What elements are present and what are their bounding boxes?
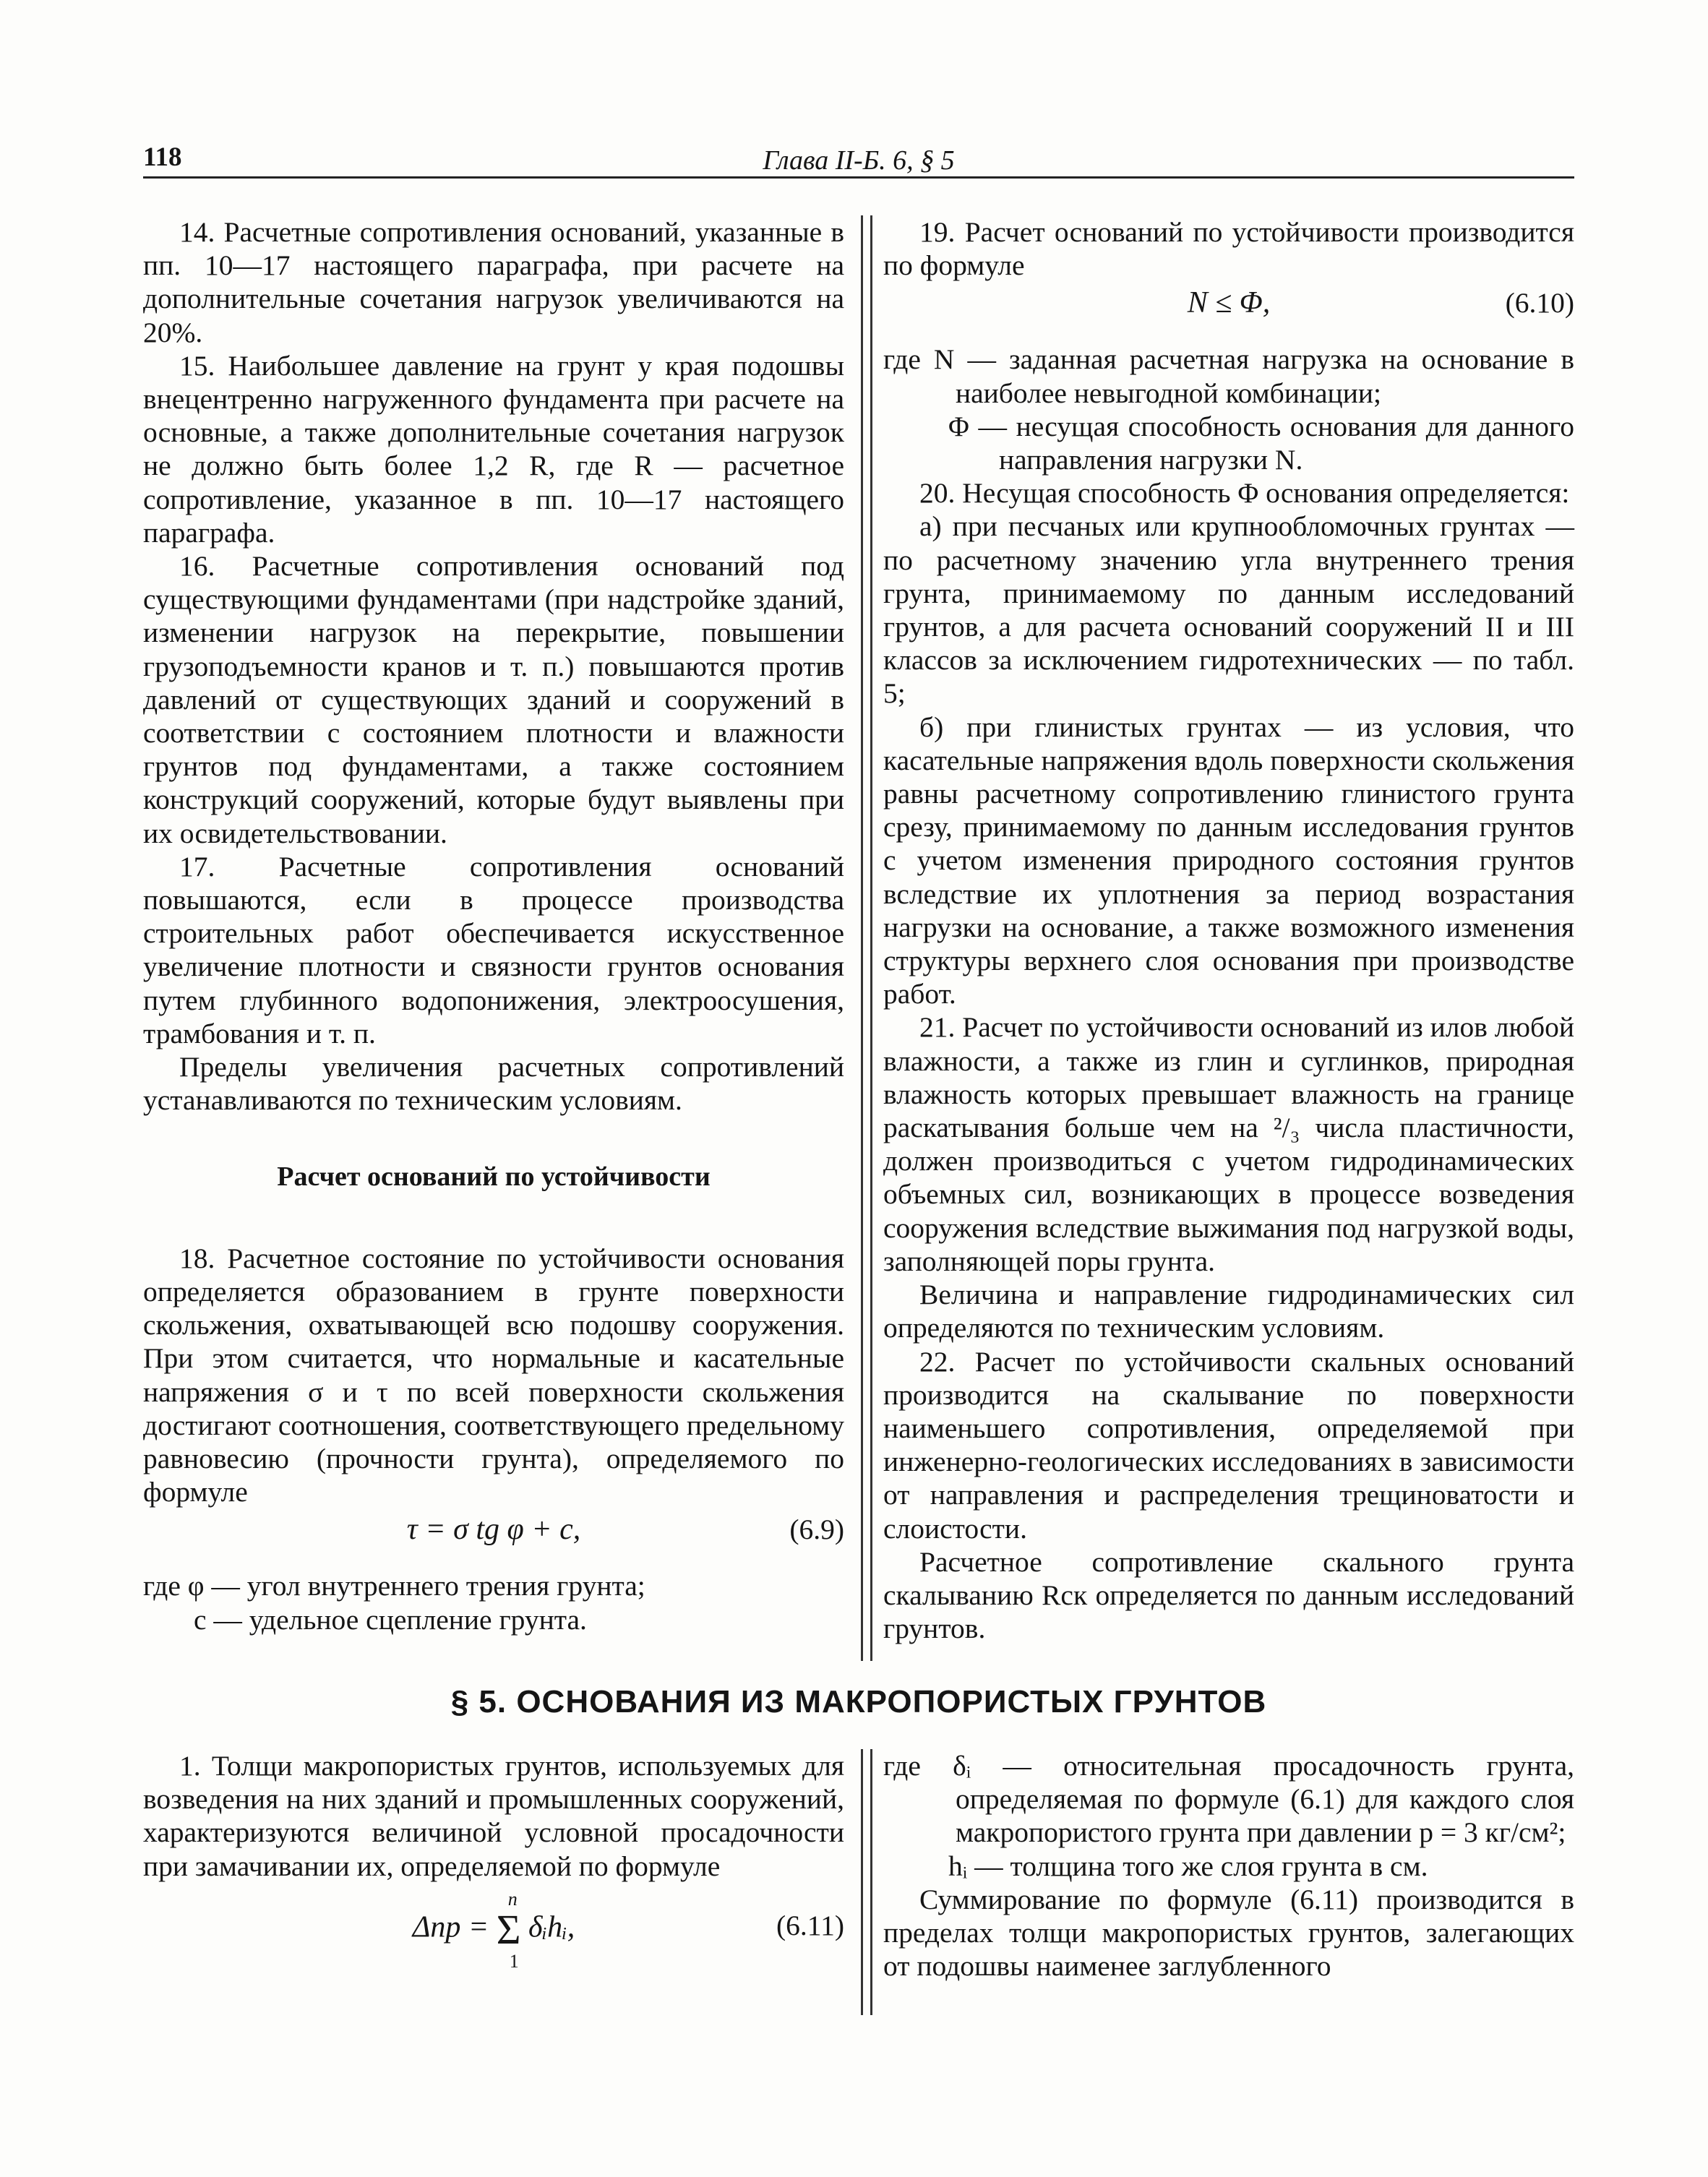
- formula-6-11-number: (6.11): [776, 1909, 844, 1941]
- paragraph-21-note: Величина и направление гидродинамических сил определяются по техническим условиям.: [883, 1279, 1574, 1344]
- subheading-stability: Расчет оснований по устойчивости: [277, 1162, 711, 1193]
- formula-6-9: [143, 1513, 844, 1556]
- formula-6-10-number: (6.10): [1505, 287, 1574, 319]
- formula-6-9-number: (6.9): [789, 1513, 844, 1546]
- sum-lower-limit: 1: [509, 1950, 519, 1972]
- page-header: [143, 142, 1574, 179]
- where-delta: где δᵢ — относительная просадочность грунта, определяемая по формуле (6.1) для каждого слоя макропористого грунта при давлении p = 3 кг/см²;: [883, 1750, 1574, 1849]
- running-head: Глава II-Б. 6, § 5: [763, 145, 955, 176]
- paragraph-22: 22. Расчет по устойчивости скальных оснований производится на скалывание по поверхности наименьшего сопротивления, определяемой при инженерно-геологических исследованиях в зависимости от направления и распределения трещиноватости и слоистости.: [883, 1345, 1574, 1545]
- formula-6-11-body: [143, 1888, 844, 1972]
- paragraph-16: 16. Расчетные сопротивления оснований под существующими фундаментами (при надстройке зданий, изменении нагрузок на перекрытие, повышении грузоподъемности кранов и т. п.) повышаются против давлений от существующих зданий и сооружений в соответствии с состоянием плотности и влажности грунтов под фундаментами, а также состоянием конструкций сооружений, которые будут выявлены при их освидетельствовании.: [143, 550, 844, 849]
- section-5-title: § 5. ОСНОВАНИЯ ИЗ МАКРОПОРИСТЫХ ГРУНТОВ: [450, 1684, 1267, 1719]
- formula-6-10-body: N ≤ Φ,: [1187, 286, 1271, 320]
- where-c: c — удельное сцепление грунта.: [194, 1603, 587, 1636]
- where-N: где N — заданная расчетная нагрузка на основание в наиболее невыгодной комбинации;: [883, 343, 1574, 409]
- section5-paragraph-1: 1. Толщи макропористых грунтов, используемых для возведения на них зданий и промышленных сооружений, характеризуются величиной условной просадочности при замачивании их, определяемой по формуле: [143, 1750, 844, 1882]
- formula-6-9-body: τ = σ tg φ + c,: [406, 1513, 581, 1547]
- where-phi: где φ — угол внутреннего трения грунта;: [143, 1570, 645, 1602]
- right-column-section5: [883, 1749, 1574, 1983]
- paragraph-15: 15. Наибольшее давление на грунт у края подошвы внецентренно нагруженного фундамента при расчете на основные, а также дополнительные сочетания нагрузок не должно быть более 1,2 R, где R — расчетное сопротивление, указанное в пп. 10—17 настоящего параграфа.: [143, 349, 844, 549]
- page-number: 118: [143, 142, 182, 172]
- paragraph-17-note: Пределы увеличения расчетных сопротивлений устанавливаются по техническим условиям.: [143, 1051, 844, 1117]
- formula-6-10: [883, 286, 1574, 330]
- paragraph-21: 21. Расчет по устойчивости оснований из илов любой влажности, а также из глин и суглинков, природная влажность которых превышает влажность на границе раскатывания больше чем на ²/₃ числа пластичности, должен производиться с учетом гидродинамических объемных сил, возникающих в процессе возведения сооружения вследствие выжимания под нагрузкой воды, заполняющей поры грунта.: [883, 1011, 1574, 1277]
- paragraph-20b: б) при глинистых грунтах — из условия, что касательные напряжения вдоль поверхности скольжения равны расчетному сопротивлению глинистого грунта срезу, принимаемому по данным исследования грунтов с учетом изменения природного состояния грунтов вследствие их уплотнения за период возрастания нагрузки на основание, а также возможного изменения структуры верхнего слоя основания при производстве работ.: [883, 710, 1574, 1010]
- left-column-section5: [143, 1749, 844, 1987]
- column-divider-bottom: [861, 1749, 872, 2015]
- formula-6-11-lhs: Δпр =: [412, 1910, 489, 1944]
- where-Phi: Φ — несущая способность основания для данного направления нагрузки N.: [948, 410, 1574, 476]
- paragraph-18: 18. Расчетное состояние по устойчивости основания определяется образованием в грунте поверхности скольжения, охватывающей всю подошву сооружения. При этом считается, что нормальные и касательные напряжения σ и τ по всей поверхности скольжения достигают соотношения, соответствующего предельному равновесию (прочности грунта), определяемого по формуле: [143, 1242, 844, 1508]
- paragraph-14: 14. Расчетные сопротивления оснований, указанные в пп. 10—17 настоящего параграфа, при расчете на дополнительные сочетания нагрузок увеличиваются на 20%.: [143, 216, 844, 348]
- paragraph-17: 17. Расчетные сопротивления оснований повышаются, если в процессе производства строительных работ обеспечивается искусственное увеличение плотности и связности грунтов основания путем глубинного водопонижения, электроосушения, трамбования и т. п.: [143, 850, 844, 1049]
- column-divider-top: [861, 215, 872, 1661]
- sum-upper-limit: n: [507, 1888, 518, 1910]
- section5-summation-paragraph: Суммирование по формуле (6.11) производится в пределах толщи макропористых грунтов, залегающих от подошвы наименее заглубленного: [883, 1883, 1574, 1983]
- paragraph-20a: а) при песчаных или крупнообломочных грунтах — по расчетному значению угла внутреннего трения грунта, принимаемому по данным исследований грунтов, а для расчета оснований сооружений II и III классов за исключением гидротехнических — по табл. 5;: [883, 510, 1574, 710]
- right-column-top: [883, 215, 1574, 1645]
- paragraph-19: 19. Расчет оснований по устойчивости производится по формуле: [883, 216, 1574, 282]
- formula-6-11-rhs: δᵢhᵢ,: [528, 1910, 575, 1944]
- paragraph-20: 20. Несущая способность Φ основания определяется:: [919, 477, 1570, 510]
- where-h: hᵢ — толщина того же слоя грунта в см.: [948, 1850, 1428, 1882]
- left-column-top: [143, 215, 844, 1636]
- sum-icon: Σ n 1: [496, 1888, 521, 1972]
- paragraph-22-note: Расчетное сопротивление скального грунта скалыванию Rск определяется по данным исследований грунтов.: [883, 1545, 1574, 1645]
- formula-6-11: [143, 1888, 844, 1974]
